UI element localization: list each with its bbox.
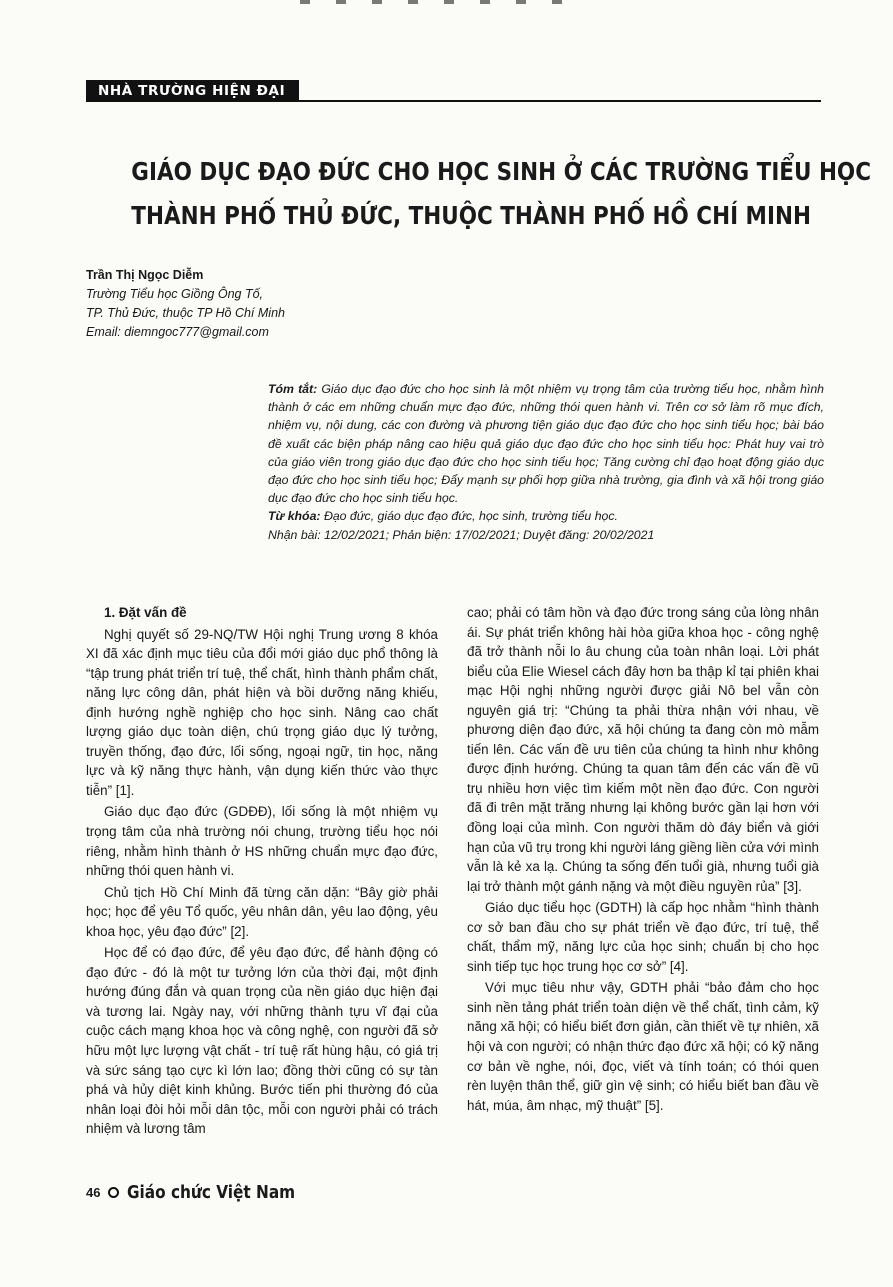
summary-text: Giáo dục đạo đức cho học sinh là một nhiệm vụ trọng tâm của trường tiểu học, nhằm hình thành ở các em những chuẩn mực đạo đức, những thói quen hành vi. Trên cơ sở làm rõ mục đích, nhiệm vụ, nội dung, các con đường và phương tiện giáo dục đạo đức cho học sinh tiểu học; bài báo đề xuất các biện pháp nâng cao hiệu quả giáo dục đạo đức cho học sinh tiểu học: Phát huy vai trò của giáo viên trong giáo dục đạo đức cho học sinh tiểu học; Tăng cường chỉ đạo hoạt động giáo dục đạo đức cho học sinh tiểu học; Đẩy mạnh sự phối hợp giữa nhà trường, gia đình và xã hội trong giáo dục đạo đức cho học sinh tiểu học. [268, 382, 825, 506]
circle-icon [108, 1187, 119, 1198]
author-affiliation-1: Trường Tiểu học Giồng Ông Tố, [86, 287, 264, 301]
top-edge-marks [300, 0, 580, 4]
author-block [86, 266, 285, 342]
author-affiliation-2: TP. Thủ Đức, thuộc TP Hồ Chí Minh [86, 306, 285, 320]
paragraph-continuation: cao; phải có tâm hồn và đạo đức trong sáng của lòng nhân ái. Sự phát triển không hài hòa giữa khoa học - công nghệ đã trở thành nỗi lo âu chung của toàn nhân loại. Lời phát biểu của Elie Wiesel cách đây hơn ba thập kỉ tại phiên khai mạc Hội nghị những người được giải Nô bel vẫn còn nguyên giá trị: “Chúng ta phải thừa nhận với nhau, về phương diện đạo đức, xã hội chúng ta đang còn mò mẫm tiến lên. Các vấn đề ưu tiên của chúng ta hình như không được định hướng. Chúng ta quan tâm đến các vấn đề vũ trụ nhiều hơn việc tìm kiếm một nền đạo đức. Con người đã đi trên mặt trăng nhưng lại không bước gần lại hơn với đồng loại của mình. Con người thăm dò đáy biển và giới hạn của vũ trụ trong khi người láng giềng liền cửa với mình vẫn là kẻ xa lạ. Chúng ta sống đến tuổi già, nhưng tuổi già lại trở thành một gánh nặng và một điều nguyền rủa” [3]. [467, 605, 819, 894]
section-header [86, 80, 821, 102]
page-number: 46 [86, 1184, 101, 1200]
keywords-text: Đạo đức, giáo dục đạo đức, học sinh, trường tiểu học. [323, 509, 618, 524]
article-title [131, 150, 872, 238]
body-column-left [86, 603, 438, 1141]
paragraph: Giáo dục tiểu học (GDTH) là cấp học nhằm “hình thành cơ sở ban đầu cho sự phát triển về đạo đức, trí tuệ, thể chất, thẩm mỹ, năng lực của học sinh; chuẩn bị cho học sinh tiếp tục học trung học cơ sở” [4]. [467, 900, 819, 974]
author-name: Trần Thị Ngọc Diễm [86, 268, 204, 282]
section-rule [299, 100, 821, 102]
summary-label: Tóm tắt: [268, 382, 318, 396]
abstract-keywords [268, 507, 824, 525]
abstract-dates: Nhận bài: 12/02/2021; Phản biện: 17/02/2021; Duyệt đăng: 20/02/2021 [268, 527, 655, 542]
page-footer [86, 1180, 325, 1204]
paragraph: Với mục tiêu như vậy, GDTH phải “bảo đảm cho học sinh nền tảng phát triển toàn diện về thể chất, tình cảm, kỹ năng xã hội; có hiểu biết đơn giản, cần thiết về tự nhiên, xã hội và con người; có nhận thức đạo đức xã hội; có kỹ năng cơ bản về nghe, nói, đọc, viết và tính toán; có thói quen rèn luyện thân thể, giữ gìn vệ sinh; có hiểu biết ban đầu về hát, múa, âm nhạc, mỹ thuật” [5]. [467, 980, 820, 1113]
paragraph: Chủ tịch Hồ Chí Minh đã từng căn dặn: “Bây giờ phải học; học để yêu Tổ quốc, yêu nhân dân, yêu lao động, yêu khoa học, yêu đạo đức” [2]. [86, 884, 438, 939]
author-email: Email: diemngoc777@gmail.com [86, 325, 269, 339]
paragraph: Nghị quyết số 29-NQ/TW Hội nghị Trung ương 8 khóa XI đã xác định mục tiêu của đổi mới giáo dục phổ thông là “tập trung phát triển trí tuệ, thể chất, hình thành phẩm chất, năng lực công dân, phát hiện và bồi dưỡng năng khiếu, định hướng nghề nghiệp cho học sinh. Nâng cao chất lượng giáo dục toàn diện, chú trọng giáo dục lý tưởng, truyền thống, đạo đức, lối sống, ngoại ngữ, tin học, năng lực và kỹ năng thực hành, vận dụng kiến thức vào thực tiễn” [1]. [86, 626, 438, 798]
keywords-label: Từ khóa: [268, 509, 321, 524]
paragraph: Học để có đạo đức, để yêu đạo đức, để hành động có đạo đức - đó là một tư tưởng lớn của thời đại, một định hướng đúng đắn và quan trọng của nền giáo dục hiện đại và tương lai. Ngày nay, với những thành tựu vĩ đại của cuộc cách mạng khoa học và công nghệ, con người đã sở hữu một lực lượng vật chất - trí tuệ rất hùng hậu, có giá trị và sức sáng tạo cực kì lớn lao; đồng thời cũng có sự tàn phá và hủy diệt kinh khủng. Bước tiến phi thường đó của nhân loại đòi hỏi mỗi dân tộc, mỗi con người phải có trách nhiệm và lương tâm [86, 945, 438, 1137]
abstract [268, 380, 824, 544]
title-line-2: THÀNH PHỐ THỦ ĐỨC, THUỘC THÀNH PHỐ HỒ CHÍ MINH [131, 201, 811, 230]
title-line-1: GIÁO DỤC ĐẠO ĐỨC CHO HỌC SINH Ở CÁC TRƯỜNG TIỂU HỌC [131, 157, 872, 186]
abstract-summary [268, 380, 824, 507]
section-heading: 1. Đặt vấn đề [104, 605, 187, 620]
section-tag: NHÀ TRƯỜNG HIỆN ĐẠI [86, 80, 299, 102]
paragraph: Giáo dục đạo đức (GDĐĐ), lối sống là một nhiệm vụ trọng tâm của nhà trường nói chung, trường tiểu học nói riêng, nhằm hình thành ở HS những chuẩn mực đạo đức, những thói quen hành vi. [86, 804, 438, 879]
journal-name: Giáo chức Việt Nam [127, 1181, 296, 1203]
body-column-right [467, 603, 819, 1117]
